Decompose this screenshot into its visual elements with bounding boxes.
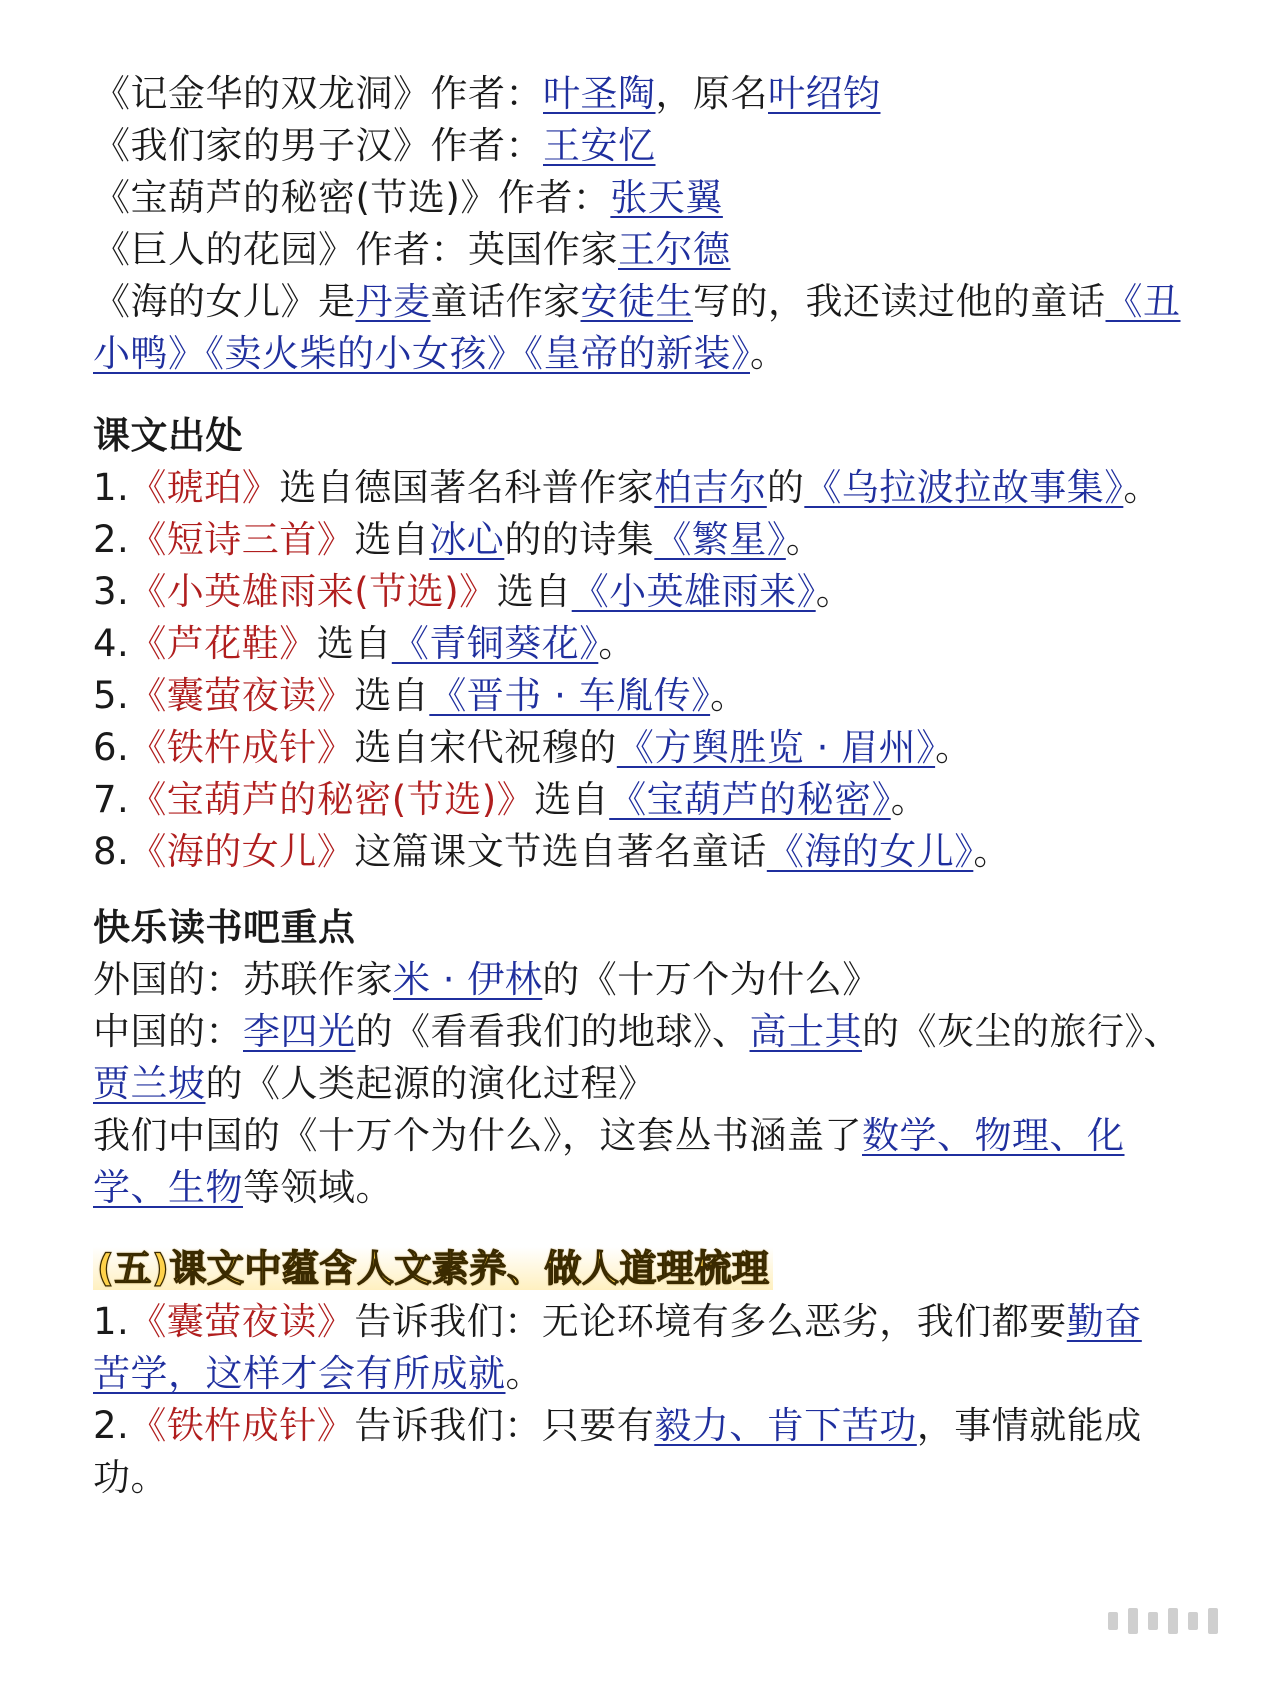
author-name: 米 · 伊林: [393, 958, 543, 1001]
lesson-title: 《铁杵成针》: [129, 726, 355, 769]
text: 选自: [354, 518, 430, 561]
source-book: 《繁星》: [654, 518, 786, 561]
source-item: [93, 618, 1220, 670]
lesson-title: 《小英雄雨来(节选)》: [129, 570, 497, 613]
text: 的《人类起源的演化过程》: [205, 1062, 656, 1105]
text: 。: [785, 518, 824, 561]
lesson-title: 《宝葫芦的秘密(节选)》: [129, 778, 535, 821]
reading-line-5: [93, 1162, 1220, 1214]
lesson-title: 《芦花鞋》: [129, 622, 317, 665]
section-title-morals: (五)课文中蕴含人文素养、做人道理梳理: [93, 1247, 773, 1290]
lesson-title: 《囊萤夜读》: [129, 1300, 355, 1343]
author-name: 王安忆: [543, 124, 656, 167]
text: 我们中国的《十万个为什么》，这套丛书涵盖了: [93, 1114, 862, 1157]
section-title-reading: 快乐读书吧重点: [93, 906, 356, 949]
text: 的: [766, 466, 805, 509]
author-name: 柏吉尔: [654, 466, 767, 509]
lesson-title: 《短诗三首》: [129, 518, 355, 561]
source-book: 《晋书 · 车胤传》: [429, 674, 711, 717]
source-item: [93, 566, 1220, 618]
text: 选自: [534, 778, 610, 821]
text: 等领域。: [243, 1166, 393, 1209]
moral-line-1: [93, 1296, 1220, 1348]
author-name: 李四光: [243, 1010, 356, 1053]
text: 《海的女儿》是: [93, 280, 356, 323]
source-item: [93, 670, 1220, 722]
text: 选自: [316, 622, 392, 665]
section-title-morals-wrap: [93, 1243, 1220, 1295]
author-name: 安徒生: [580, 280, 693, 323]
text: 这篇课文节选自著名童话: [354, 830, 767, 873]
author-line-1: [93, 68, 1220, 120]
text: 《宝葫芦的秘密(节选)》作者：: [93, 176, 611, 219]
section-title-sources: 课文出处: [93, 414, 243, 457]
text: 功。: [93, 1456, 168, 1499]
text: 的《灰尘的旅行》、: [862, 1010, 1181, 1053]
text: 选自宋代祝穆的: [354, 726, 617, 769]
text: 《记金华的双龙洞》作者：: [93, 72, 543, 115]
text: 。: [815, 570, 854, 613]
text: 童话作家: [430, 280, 581, 323]
text: 。: [1123, 466, 1161, 509]
text: 。: [505, 1352, 543, 1395]
text: 中国的：: [93, 1010, 243, 1053]
text: 告诉我们：只要有: [354, 1404, 655, 1447]
source-item: [93, 722, 1220, 774]
text: 《我们家的男子汉》作者：: [93, 124, 543, 167]
text: 写的，我还读过他的童话: [693, 280, 1106, 323]
book-title: 《丑: [1105, 280, 1181, 323]
text: 选自: [496, 570, 572, 613]
reading-line-1: [93, 954, 1220, 1006]
text: 选自: [354, 674, 430, 717]
key-phrase: 毅力、肯下苦功: [654, 1404, 917, 1447]
source-item: [93, 462, 1220, 514]
lesson-title: 《囊萤夜读》: [129, 674, 355, 717]
source-book: 《宝葫芦的秘密》: [609, 778, 891, 821]
reading-line-3: [93, 1058, 1220, 1110]
author-name: 高士其: [749, 1010, 862, 1053]
text: 《巨人的花园》作者：英国作家: [93, 228, 618, 271]
country: 丹麦: [355, 280, 431, 323]
text: ，事情就能成: [916, 1404, 1142, 1447]
book-titles: 小鸭》《卖火柴的小女孩》《皇帝的新装》: [93, 332, 750, 375]
source-book: 《方舆胜览 · 眉州》: [616, 726, 936, 769]
author-line-3: [93, 172, 1220, 224]
source-book: 《小英雄雨来》: [571, 570, 816, 613]
author-name: 冰心: [429, 518, 505, 561]
text: 。: [935, 726, 973, 769]
watermark-icon: [1108, 1608, 1218, 1634]
item-number: 7.: [93, 778, 130, 821]
source-item: [93, 514, 1220, 566]
author-line-6: [93, 328, 1220, 380]
item-number: 6.: [93, 726, 130, 769]
source-book: 《乌拉波拉故事集》: [804, 466, 1124, 509]
moral-line-3: [93, 1400, 1220, 1452]
author-line-4: [93, 224, 1220, 276]
reading-line-2: [93, 1006, 1220, 1058]
author-name: 叶圣陶: [543, 72, 656, 115]
reading-line-4: [93, 1110, 1220, 1162]
item-number: 1.: [93, 1300, 130, 1343]
moral-line-4: [93, 1452, 1220, 1504]
lesson-title: 《铁杵成针》: [129, 1404, 355, 1447]
source-item: [93, 826, 1220, 878]
source-item: [93, 774, 1220, 826]
author-name: 张天翼: [610, 176, 723, 219]
item-number: 2.: [93, 1404, 130, 1447]
source-book: 《青铜葵花》: [391, 622, 599, 665]
text: 告诉我们：无论环境有多么恶劣，我们都要: [354, 1300, 1067, 1343]
author-line-5: [93, 276, 1220, 328]
text: 。: [973, 830, 1011, 873]
text: 的《看看我们的地球》、: [355, 1010, 750, 1053]
lesson-title: 《琥珀》: [129, 466, 280, 509]
text: 。: [750, 332, 788, 375]
key-phrase: 苦学，这样才会有所成就: [93, 1352, 506, 1395]
text: 。: [890, 778, 929, 821]
source-book: 《海的女儿》: [766, 830, 974, 873]
key-phrase: 勤奋: [1066, 1300, 1142, 1343]
author-name: 叶绍钧: [768, 72, 881, 115]
text: 外国的：苏联作家: [93, 958, 393, 1001]
author-line-2: [93, 120, 1220, 172]
item-number: 5.: [93, 674, 130, 717]
item-number: 1.: [93, 466, 130, 509]
author-name: 王尔德: [618, 228, 731, 271]
item-number: 8.: [93, 830, 130, 873]
text: 的的诗集: [504, 518, 655, 561]
item-number: 2.: [93, 518, 130, 561]
item-number: 4.: [93, 622, 130, 665]
author-name: 贾兰坡: [93, 1062, 206, 1105]
text: 选自德国著名科普作家: [279, 466, 655, 509]
text: 的《十万个为什么》: [542, 958, 880, 1001]
subjects: 数学、物理、化: [862, 1114, 1125, 1157]
moral-line-2: [93, 1348, 1220, 1400]
text: ，原名: [655, 72, 768, 115]
text: 。: [598, 622, 636, 665]
subjects: 学、生物: [93, 1166, 243, 1209]
item-number: 3.: [93, 570, 130, 613]
text: 。: [710, 674, 748, 717]
lesson-title: 《海的女儿》: [129, 830, 355, 873]
